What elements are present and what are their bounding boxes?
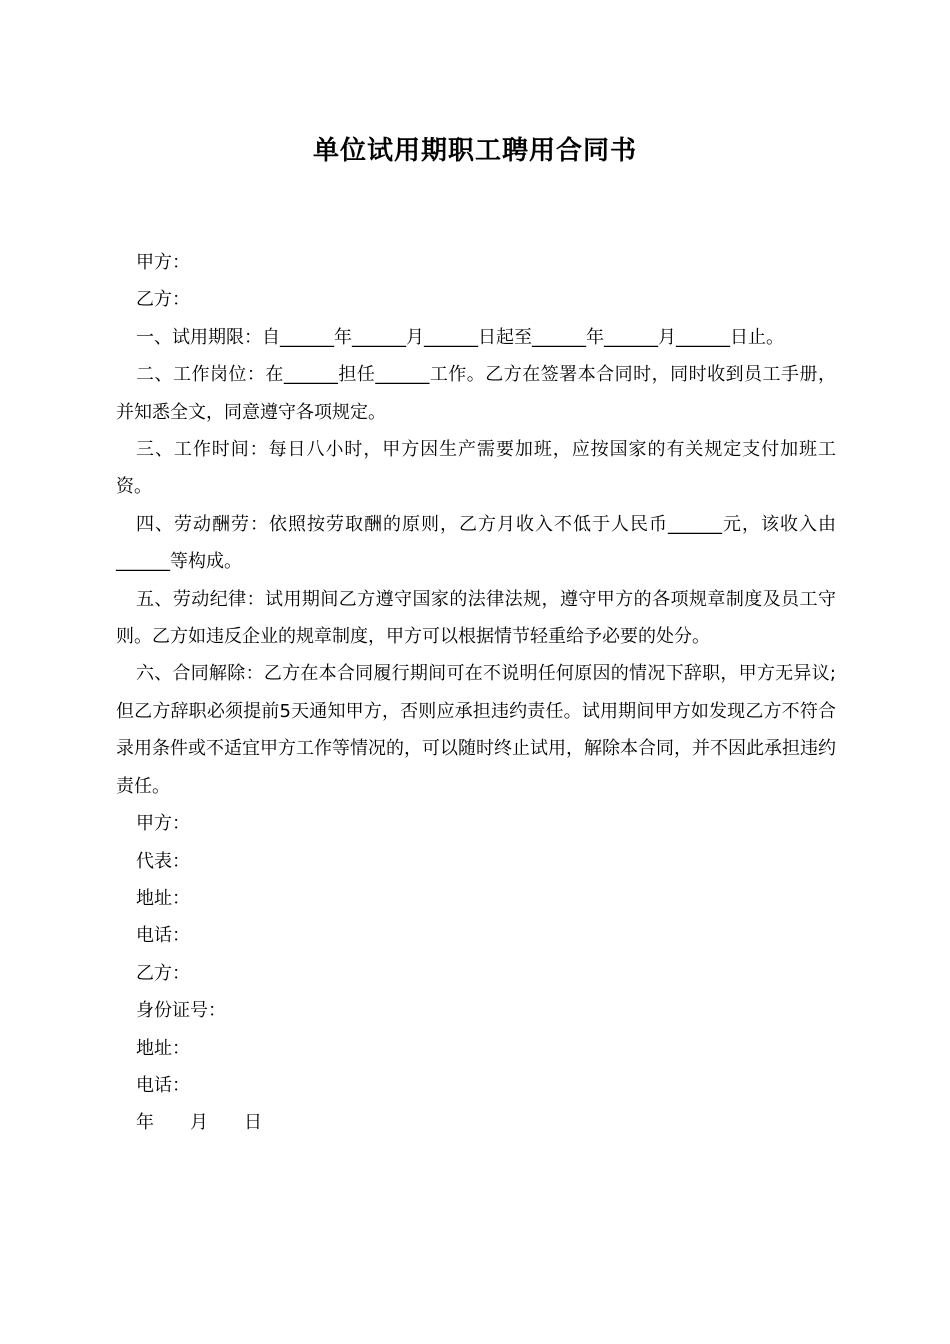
clause-position: 二、工作岗位：在______担任______工作。乙方在签署本合同时，同时收到员工手册，并知悉全文，同意遵守各项规定。 — [116, 364, 836, 423]
signature-b-address: 地址： — [136, 1037, 190, 1059]
signature-party-b: 乙方： — [136, 962, 190, 984]
signature-id-number: 身份证号： — [136, 1000, 226, 1022]
signature-b-phone: 电话： — [136, 1074, 190, 1096]
signature-representative: 代表： — [136, 850, 190, 872]
contract-body — [116, 244, 836, 1142]
signature-party-a: 甲方： — [136, 813, 190, 835]
signature-date: 年 月 日 — [136, 1112, 262, 1134]
clause-working-hours: 三、工作时间：每日八小时，甲方因生产需要加班，应按国家的有关规定支付加班工资。 — [116, 439, 836, 498]
party-a-line: 甲方： — [136, 252, 190, 273]
signature-a-address: 地址： — [136, 887, 190, 909]
clause-termination: 六、合同解除：乙方在本合同履行期间可在不说明任何原因的情况下辞职，甲方无异议;但乙方辞职必须提前5天通知甲方，否则应承担违约责任。试用期间甲方如发现乙方不符合录用条件或不适宜甲方工作等情况的，可以随时终止试用，解除本合同，并不因此承担违约责任。 — [116, 663, 836, 797]
signature-a-phone: 电话： — [136, 925, 190, 947]
clause-discipline: 五、劳动纪律：试用期间乙方遵守国家的法律法规，遵守甲方的各项规章制度及员工守则。乙方如违反企业的规章制度，甲方可以根据情节轻重给予必要的处分。 — [116, 588, 836, 648]
document-title: 单位试用期职工聘用合同书 — [312, 136, 637, 166]
clause-remuneration: 四、劳动酬劳：依照按劳取酬的原则，乙方月收入不低于人民币______元，该收入由______等构成。 — [116, 513, 836, 573]
clause-trial-period: 一、试用期限：自______年______月______日起至______年______月______日止。 — [136, 326, 784, 348]
party-b-line: 乙方： — [136, 289, 190, 311]
